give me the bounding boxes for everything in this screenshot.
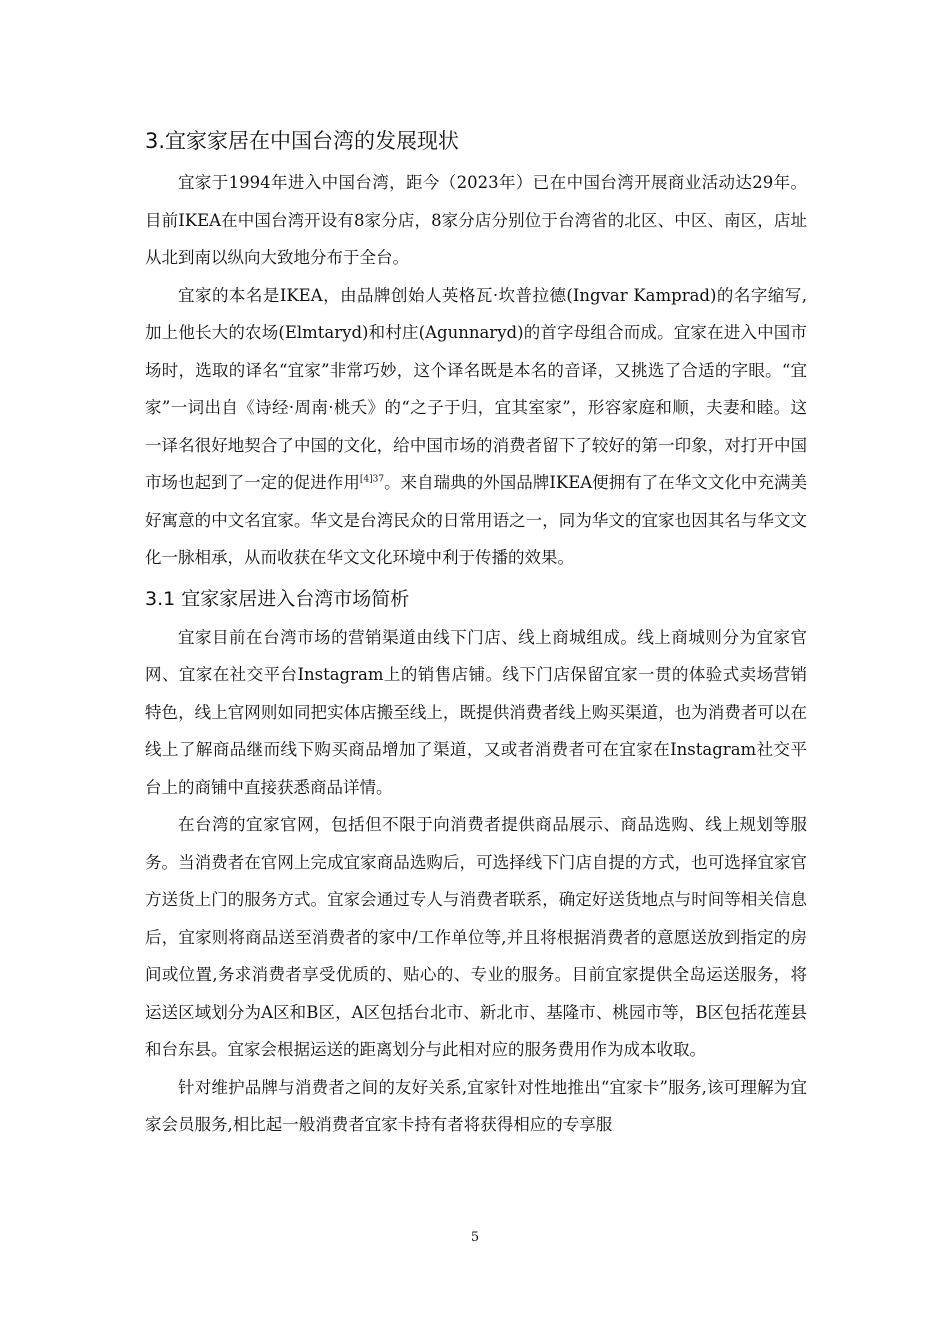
subsection-heading: 3.1 宜家家居进入台湾市场简析	[145, 587, 410, 610]
section-heading: 3.宜家家居在中国台湾的发展现状	[145, 129, 460, 153]
paragraph-with-citation	[145, 277, 807, 577]
paragraph: 宜家目前在台湾市场的营销渠道由线下门店、线上商城组成。线上商城则分为宜家官网、宜家在社交平台Instagram上的销售店铺。线下门店保留宜家一贯的体验式卖场营销特色，线上官网则如同把实体店搬至线上，既提供消费者线上购买渠道，也为消费者可以在线上了解商品继而线下购买商品增加了渠道，又或者消费者可在宜家在Instagram社交平台上的商铺中直接获悉商品详情。	[145, 627, 807, 797]
page-number: 5	[470, 1230, 480, 1245]
paragraph-text-tail: 。来自瑞典的外国品牌IKEA便拥有了在华文文化中充满美好寓意的中文名宜家。华文是台湾民众的日常用语之一，同为华文的宜家也因其名与华文文化一脉相承，从而收获在华文文化环境中利于传播的效果。	[145, 473, 808, 567]
citation-marker: [4]37	[359, 474, 385, 485]
paragraph: 宜家于1994年进入中国台湾，距今（2023年）已在中国台湾开展商业活动达29年。目前IKEA在中国台湾开设有8家分店，8家分店分别位于台湾省的北区、中区、南区，店址从北到南以纵向大致地分布于全台。	[145, 173, 807, 267]
paragraph: 针对维护品牌与消费者之间的友好关系,宜家针对性地推出“宜家卡”服务,该可理解为宜家会员服务,相比起一般消费者宜家卡持有者将获得相应的专享服	[145, 1077, 807, 1134]
page-content	[145, 118, 807, 1144]
paragraph: 在台湾的宜家官网，包括但不限于向消费者提供商品展示、商品选购、线上规划等服务。当消费者在官网上完成宜家商品选购后，可选择线下门店自提的方式，也可选择宜家官方送货上门的服务方式。宜家会通过专人与消费者联系，确定好送货地点与时间等相关信息后，宜家则将商品送至消费者的家中/工作单位等,并且将根据消费者的意愿送放到指定的房间或位置,务求消费者享受优质的、贴心的、专业的服务。目前宜家提供全岛运送服务，将运送区域划分为A区和B区，A区包括台北市、新北市、基隆市、桃园市等，B区包括花莲县和台东县。宜家会根据运送的距离划分与此相对应的服务费用作为成本收取。	[145, 815, 807, 1059]
paragraph-text: 宜家的本名是IKEA，由品牌创始人英格瓦·坎普拉德(Ingvar Kamprad)的名字缩写,加上他长大的农场(Elmtaryd)和村庄(Agunnaryd)的首字母组合而成。宜家在进入中国市场时，选取的译名“宜家”非常巧妙，这个译名既是本名的音译，又挑选了合适的字眼。“宜家”一词出自《诗经·周南·桃夭》的“之子于归，宜其室家”，形容家庭和顺，夫妻和睦。这一译名很好地契合了中国的文化，给中国市场的消费者留下了较好的第一印象，对打开中国市场也起到了一定的促进作用	[145, 285, 807, 492]
